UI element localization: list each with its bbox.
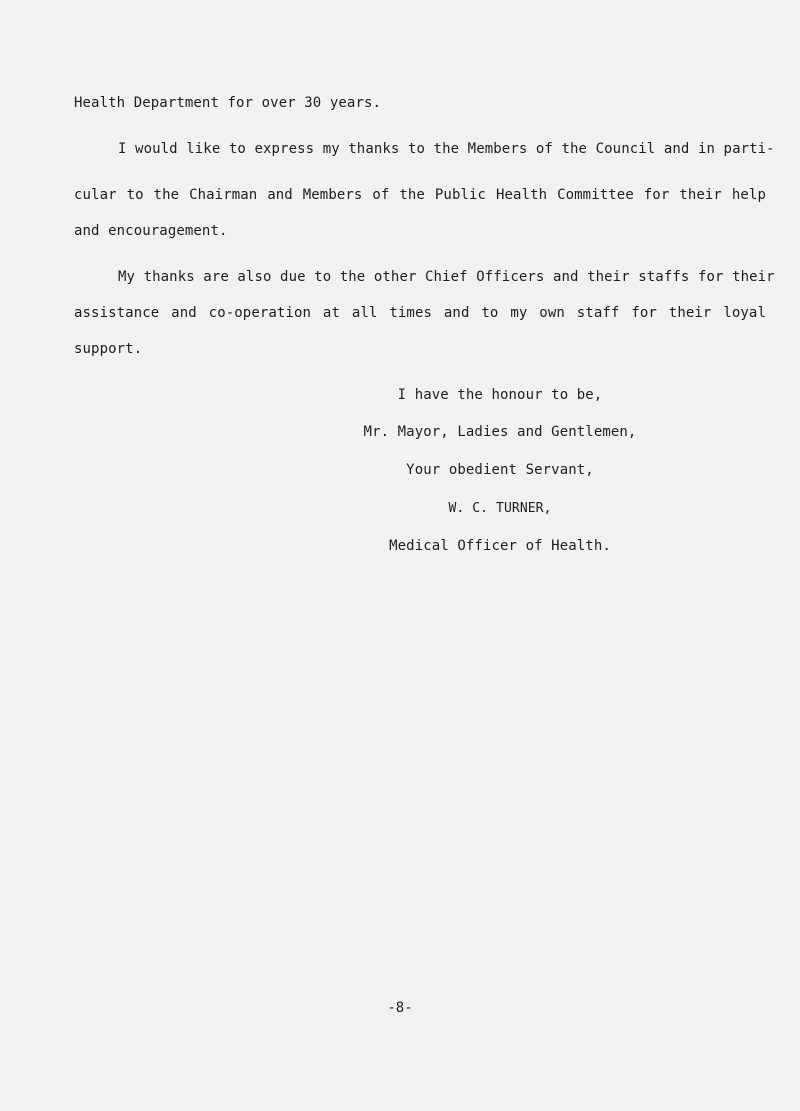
paragraph-2-line-1: My thanks are also due to the other Chief Officers and their staffs for their: [118, 269, 775, 285]
paragraph-1-line-3: and encouragement.: [74, 223, 228, 239]
signatory-name: W. C. TURNER,: [448, 501, 552, 516]
signatory-title: Medical Officer of Health.: [389, 538, 611, 554]
closing-servant: Your obedient Servant,: [406, 462, 594, 478]
paragraph-1-line-2: cular to the Chairman and Members of the Public Health Committee for their help: [74, 187, 766, 203]
paragraph-2-line-3: support.: [74, 341, 143, 357]
paragraph-0-line-1: Health Department for over 30 years.: [74, 95, 382, 111]
paragraph-2-line-2: assistance and co-operation at all times and to my own staff for their loyal: [74, 305, 766, 321]
paragraph-1-line-1: I would like to express my thanks to the Members of the Council and in parti-: [118, 141, 775, 157]
page-number: -8-: [387, 1000, 413, 1016]
closing-honour: I have the honour to be,: [397, 387, 603, 403]
closing-salutation: Mr. Mayor, Ladies and Gentlemen,: [363, 424, 637, 440]
